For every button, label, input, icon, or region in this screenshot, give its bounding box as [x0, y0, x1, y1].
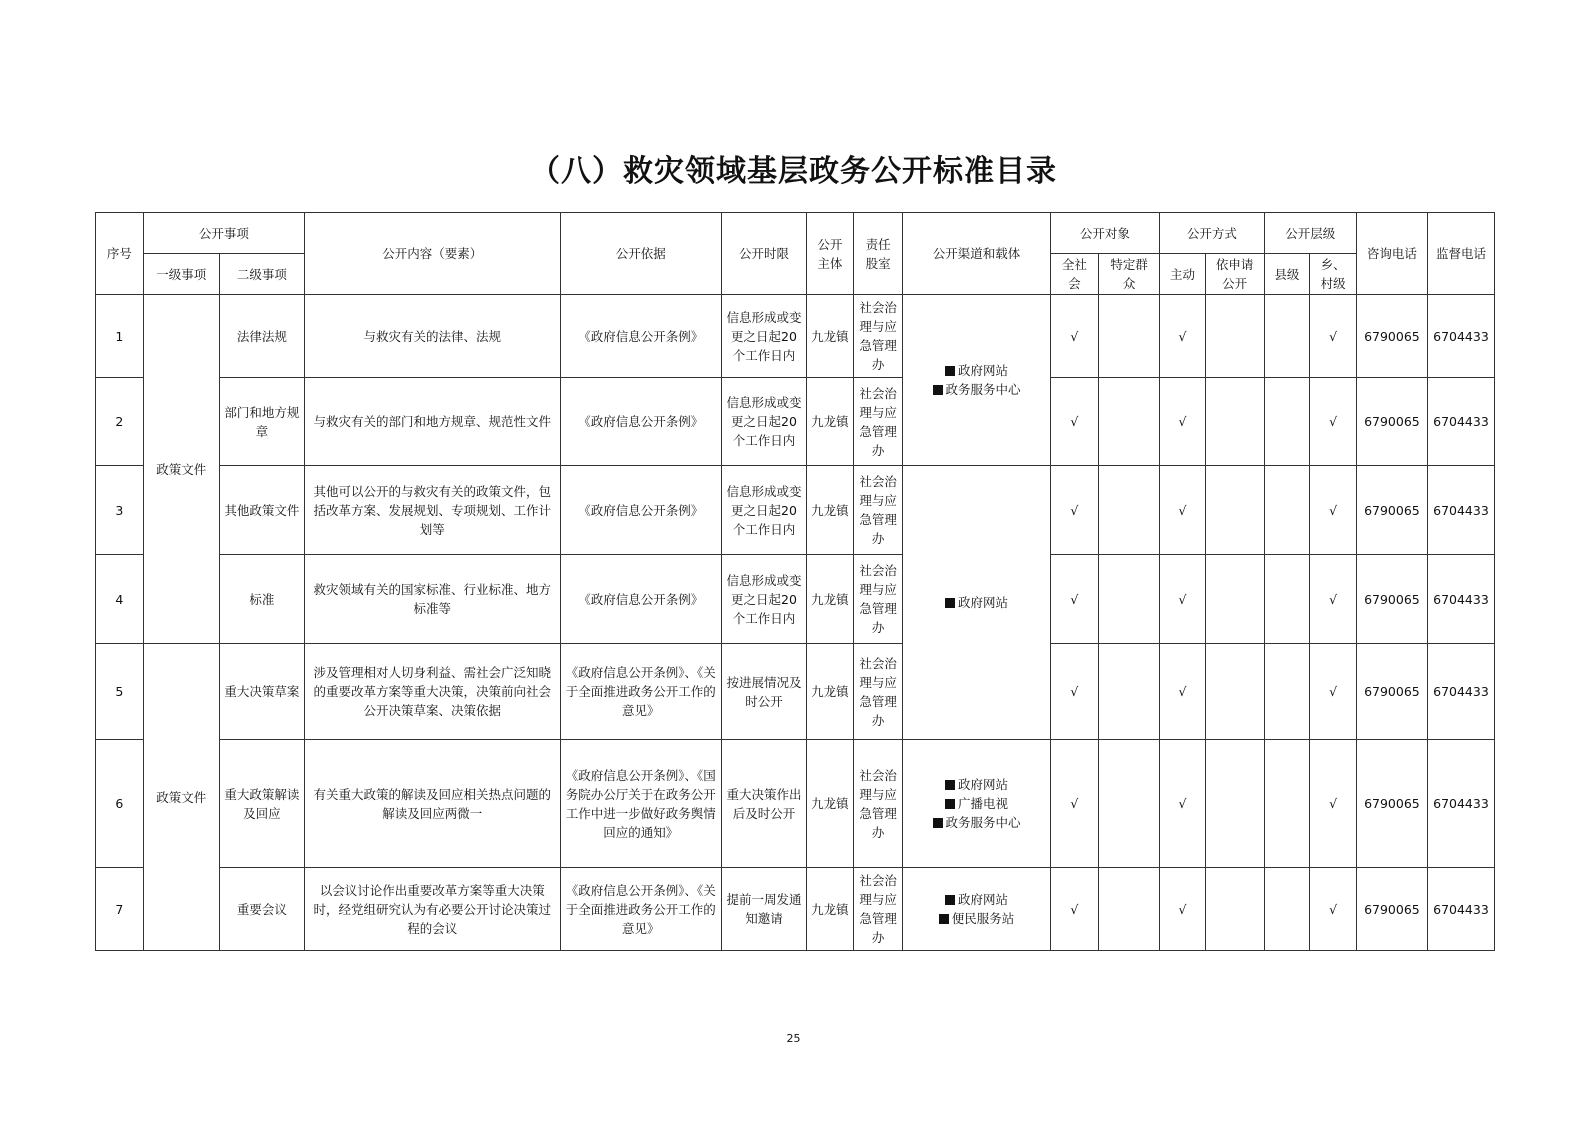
row-level-village: √ — [1310, 466, 1357, 555]
row-content: 救灾领域有关的国家标准、行业标准、地方标准等 — [304, 555, 560, 644]
row-method-active: √ — [1160, 555, 1206, 644]
row-consult-tel: 6790065 — [1356, 466, 1427, 555]
row-period: 信息形成或变更之日起20个工作日内 — [721, 295, 806, 378]
row-dept: 社会治理与应急管理办 — [853, 644, 903, 740]
row-target-group — [1099, 466, 1160, 555]
row-dept: 社会治理与应急管理办 — [853, 868, 903, 951]
row-target-all: √ — [1050, 644, 1099, 740]
level1-group-cell: 政策文件 — [143, 295, 219, 644]
row-target-group — [1099, 868, 1160, 951]
channel-item: 政府网站 — [906, 593, 1046, 612]
row-level2: 重大决策草案 — [219, 644, 304, 740]
row-level-village: √ — [1310, 868, 1357, 951]
header-period: 公开时限 — [721, 213, 806, 295]
header-basis: 公开依据 — [560, 213, 721, 295]
row-content: 与救灾有关的部门和地方规章、规范性文件 — [304, 378, 560, 466]
header-level-village: 乡、村级 — [1310, 254, 1357, 295]
row-target-group — [1099, 295, 1160, 378]
page-title: （八）救灾领域基层政务公开标准目录 — [530, 154, 1057, 189]
row-level2: 标准 — [219, 555, 304, 644]
row-target-all: √ — [1050, 868, 1099, 951]
row-method-active: √ — [1160, 644, 1206, 740]
row-target-all: √ — [1050, 378, 1099, 466]
row-content: 其他可以公开的与救灾有关的政策文件，包括改革方案、发展规划、专项规划、工作计划等 — [304, 466, 560, 555]
row-dept: 社会治理与应急管理办 — [853, 295, 903, 378]
row-supervise-tel: 6704433 — [1427, 644, 1494, 740]
row-method-apply — [1205, 644, 1264, 740]
row-supervise-tel: 6704433 — [1427, 378, 1494, 466]
row-level2: 部门和地方规章 — [219, 378, 304, 466]
header-level-county: 县级 — [1264, 254, 1310, 295]
row-seq: 1 — [96, 295, 144, 378]
square-bullet-icon — [945, 895, 955, 905]
row-method-active: √ — [1160, 466, 1206, 555]
row-basis: 《政府信息公开条例》 — [560, 555, 721, 644]
row-target-group — [1099, 555, 1160, 644]
row-seq: 7 — [96, 868, 144, 951]
row-seq: 4 — [96, 555, 144, 644]
header-item: 公开事项 — [143, 213, 304, 254]
square-bullet-icon — [933, 818, 943, 828]
row-basis: 《政府信息公开条例》 — [560, 466, 721, 555]
channel-item: 政府网站 — [906, 890, 1046, 909]
row-subject: 九龙镇 — [807, 295, 854, 378]
header-channel: 公开渠道和载体 — [903, 213, 1050, 295]
row-method-active: √ — [1160, 378, 1206, 466]
header-level: 公开层级 — [1264, 213, 1356, 254]
row-target-all: √ — [1050, 740, 1099, 868]
header-level1: 一级事项 — [143, 254, 219, 295]
row-level-county — [1264, 740, 1310, 868]
table-row — [96, 644, 1495, 740]
square-bullet-icon — [945, 799, 955, 809]
row-subject: 九龙镇 — [807, 466, 854, 555]
level1-group-cell: 政策文件 — [143, 644, 219, 951]
row-consult-tel: 6790065 — [1356, 868, 1427, 951]
square-bullet-icon — [945, 780, 955, 790]
square-bullet-icon — [945, 366, 955, 376]
header-row-1 — [96, 213, 1495, 254]
row-method-apply — [1205, 868, 1264, 951]
row-target-all: √ — [1050, 555, 1099, 644]
row-method-active: √ — [1160, 868, 1206, 951]
channel-item: 便民服务站 — [906, 909, 1046, 928]
row-period: 信息形成或变更之日起20个工作日内 — [721, 466, 806, 555]
row-basis: 《政府信息公开条例》、《关于全面推进政务公开工作的意见》 — [560, 644, 721, 740]
channel-cell — [903, 740, 1050, 868]
header-method-active: 主动 — [1160, 254, 1206, 295]
row-method-apply — [1205, 555, 1264, 644]
row-target-all: √ — [1050, 295, 1099, 378]
header-target: 公开对象 — [1050, 213, 1160, 254]
row-period: 按进展情况及时公开 — [721, 644, 806, 740]
square-bullet-icon — [939, 914, 949, 924]
row-basis: 《政府信息公开条例》、《国务院办公厅关于在政务公开工作中进一步做好政务舆情回应的通知》 — [560, 740, 721, 868]
table-row — [96, 378, 1495, 466]
channel-item: 政务服务中心 — [906, 380, 1046, 399]
row-basis: 《政府信息公开条例》、《关于全面推进政务公开工作的意见》 — [560, 868, 721, 951]
row-method-apply — [1205, 378, 1264, 466]
square-bullet-icon — [945, 598, 955, 608]
row-period: 信息形成或变更之日起20个工作日内 — [721, 378, 806, 466]
row-level-county — [1264, 555, 1310, 644]
row-consult-tel: 6790065 — [1356, 295, 1427, 378]
row-level-village: √ — [1310, 295, 1357, 378]
row-content: 有关重大政策的解读及回应相关热点问题的解读及回应两微一 — [304, 740, 560, 868]
catalog-table — [95, 212, 1495, 951]
row-basis: 《政府信息公开条例》 — [560, 378, 721, 466]
header-supervise-tel: 监督电话 — [1427, 213, 1494, 295]
row-supervise-tel: 6704433 — [1427, 740, 1494, 868]
row-level-village: √ — [1310, 644, 1357, 740]
row-content: 涉及管理相对人切身利益、需社会广泛知晓的重要改革方案等重大决策，决策前向社会公开决策草案、决策依据 — [304, 644, 560, 740]
row-level-county — [1264, 295, 1310, 378]
row-period: 提前一周发通知邀请 — [721, 868, 806, 951]
header-subject: 公开主体 — [807, 213, 854, 295]
row-seq: 3 — [96, 466, 144, 555]
row-level2: 重大政策解读及回应 — [219, 740, 304, 868]
channel-item: 政务服务中心 — [906, 813, 1046, 832]
row-seq: 6 — [96, 740, 144, 868]
row-period: 重大决策作出后及时公开 — [721, 740, 806, 868]
header-method-apply: 依申请公开 — [1205, 254, 1264, 295]
row-consult-tel: 6790065 — [1356, 555, 1427, 644]
row-period: 信息形成或变更之日起20个工作日内 — [721, 555, 806, 644]
channel-item: 政府网站 — [906, 775, 1046, 794]
row-consult-tel: 6790065 — [1356, 740, 1427, 868]
row-target-all: √ — [1050, 466, 1099, 555]
row-subject: 九龙镇 — [807, 740, 854, 868]
row-content: 以会议讨论作出重要改革方案等重大决策时，经党组研究认为有必要公开讨论决策过程的会议 — [304, 868, 560, 951]
header-method: 公开方式 — [1160, 213, 1264, 254]
row-level2: 其他政策文件 — [219, 466, 304, 555]
header-target-all: 全社会 — [1050, 254, 1099, 295]
row-dept: 社会治理与应急管理办 — [853, 555, 903, 644]
row-target-group — [1099, 740, 1160, 868]
channel-cell — [903, 295, 1050, 466]
row-dept: 社会治理与应急管理办 — [853, 378, 903, 466]
header-target-group: 特定群众 — [1099, 254, 1160, 295]
row-seq: 5 — [96, 644, 144, 740]
row-supervise-tel: 6704433 — [1427, 466, 1494, 555]
row-content: 与救灾有关的法律、法规 — [304, 295, 560, 378]
square-bullet-icon — [933, 385, 943, 395]
channel-cell — [903, 466, 1050, 740]
table-row — [96, 466, 1495, 555]
row-method-active: √ — [1160, 740, 1206, 868]
row-level-county — [1264, 644, 1310, 740]
row-method-active: √ — [1160, 295, 1206, 378]
page-number: 25 — [786, 1032, 801, 1045]
row-level2: 法律法规 — [219, 295, 304, 378]
row-level-county — [1264, 868, 1310, 951]
row-subject: 九龙镇 — [807, 378, 854, 466]
row-subject: 九龙镇 — [807, 555, 854, 644]
row-consult-tel: 6790065 — [1356, 378, 1427, 466]
row-method-apply — [1205, 295, 1264, 378]
row-level-county — [1264, 378, 1310, 466]
header-dept: 责任股室 — [853, 213, 903, 295]
row-target-group — [1099, 378, 1160, 466]
channel-item: 广播电视 — [906, 794, 1046, 813]
row-supervise-tel: 6704433 — [1427, 555, 1494, 644]
row-level2: 重要会议 — [219, 868, 304, 951]
row-dept: 社会治理与应急管理办 — [853, 466, 903, 555]
table-row — [96, 868, 1495, 951]
row-basis: 《政府信息公开条例》 — [560, 295, 721, 378]
header-content: 公开内容（要素） — [304, 213, 560, 295]
row-level-village: √ — [1310, 740, 1357, 868]
row-supervise-tel: 6704433 — [1427, 868, 1494, 951]
row-method-apply — [1205, 740, 1264, 868]
row-target-group — [1099, 644, 1160, 740]
table-row — [96, 295, 1495, 378]
row-supervise-tel: 6704433 — [1427, 295, 1494, 378]
header-consult-tel: 咨询电话 — [1356, 213, 1427, 295]
header-level2: 二级事项 — [219, 254, 304, 295]
table-row — [96, 740, 1495, 868]
header-seq: 序号 — [96, 213, 144, 295]
row-level-village: √ — [1310, 378, 1357, 466]
row-dept: 社会治理与应急管理办 — [853, 740, 903, 868]
table-row — [96, 555, 1495, 644]
row-subject: 九龙镇 — [807, 868, 854, 951]
row-subject: 九龙镇 — [807, 644, 854, 740]
channel-cell — [903, 868, 1050, 951]
row-level-village: √ — [1310, 555, 1357, 644]
channel-item: 政府网站 — [906, 361, 1046, 380]
row-method-apply — [1205, 466, 1264, 555]
row-level-county — [1264, 466, 1310, 555]
row-consult-tel: 6790065 — [1356, 644, 1427, 740]
row-seq: 2 — [96, 378, 144, 466]
